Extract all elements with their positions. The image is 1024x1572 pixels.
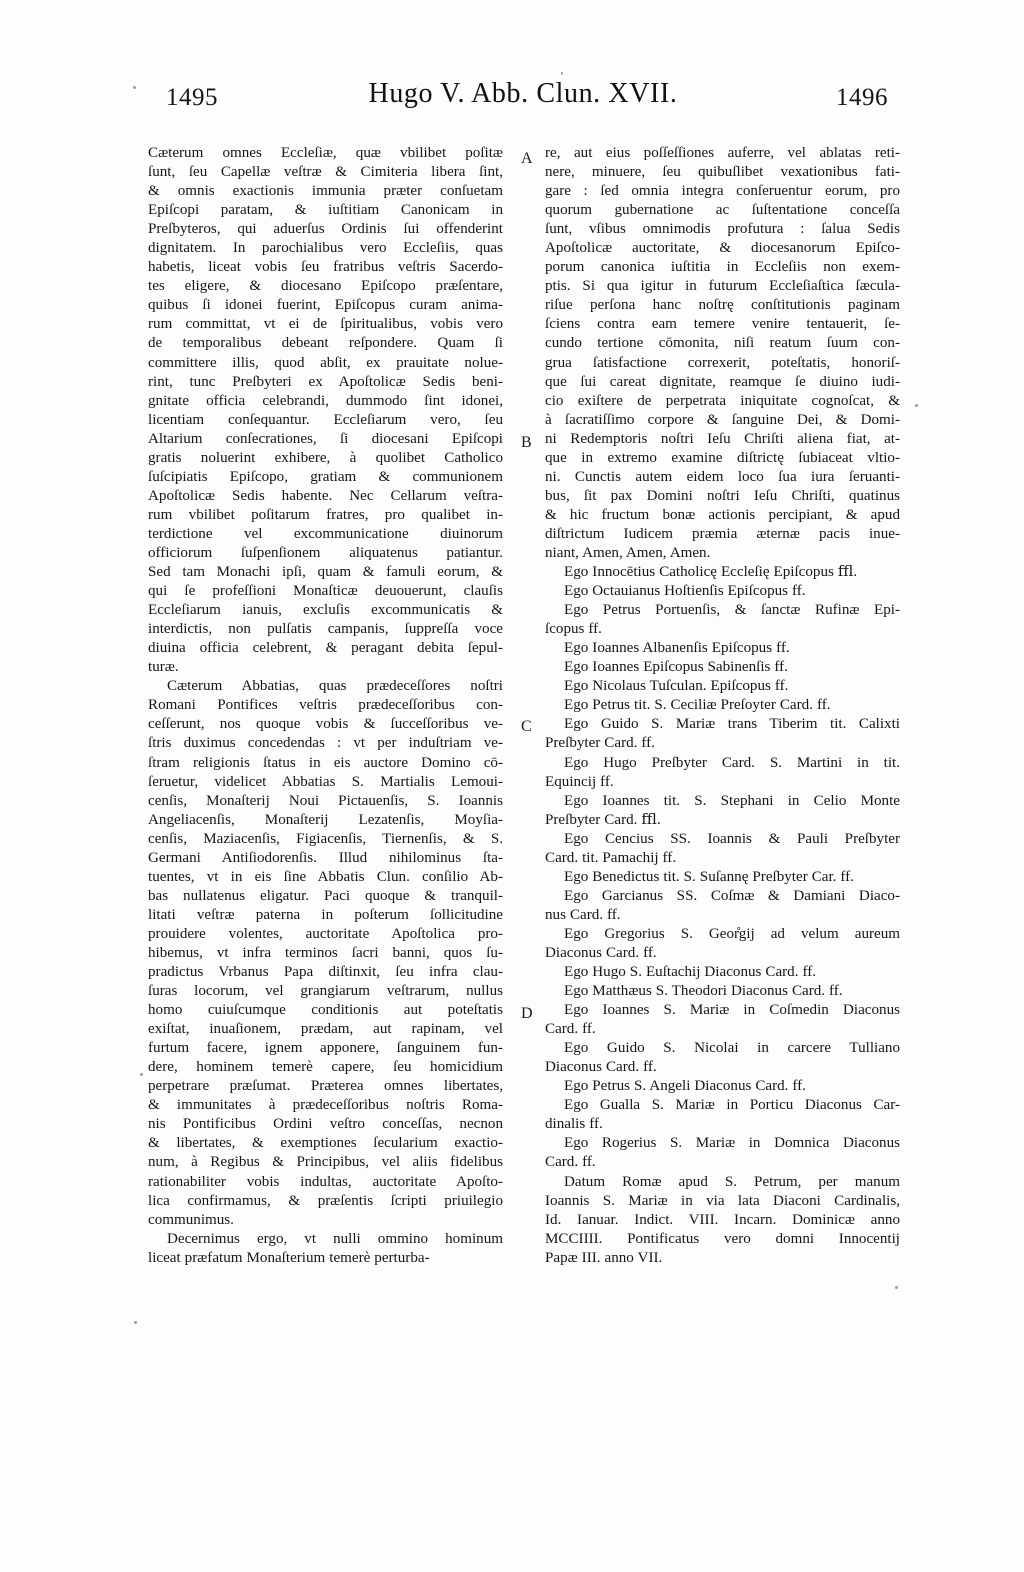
signature-line: Diaconus Card. ff. [545,944,657,961]
text-line: re, aut eius poſſeſſiones auferre, vel ablatas reti- [545,145,900,161]
signature-petrus-portuensis [545,601,900,639]
text-line: Altarium conſecrationes, ſi diocesani Epiſcopi [148,430,503,447]
running-head [148,78,888,118]
signature-garcianus-cosmae-damiani [545,887,900,925]
signature-line: Ego Matthæus S. Theodori Diaconus Card. ff. [564,983,843,1000]
text-line: Ioannis S. Mariæ in via lata Diaconi Cardinalis, [545,1192,900,1209]
text-line: ſtram religionis ſtatus in eis auctore Domino cō- [148,754,503,771]
text-line: Epiſcopi paratam, & iuſtitiam Canonicam in [148,202,503,219]
text-line: Papæ III. anno VII. [545,1249,663,1266]
text-line: cio exiſtere de perpetrata iniquitate cognoſcat, & [545,392,900,409]
text-line: ſuſcipiatis Epiſcopo, gratiam & communionem [148,468,503,485]
text-line: prouidere volentes, auctoritate Apoſtolica pro- [148,925,503,942]
signature-line: Ego Innocētius Catholicę Eccleſię Epiſcopus ﬄ. [564,564,858,581]
text-line: ſtris duximus concedendas : vt per induſtriam ve- [148,735,503,752]
text-line: lica confirmamus, & præſentis ſcripti priuilegio [148,1192,503,1209]
text-line: liceat præfatum Monaſterium temerè perturba- [148,1249,430,1266]
scan-speckle [140,1073,143,1076]
text-line: furtum facere, ignem apponere, ſanguinem fun- [148,1040,503,1057]
signature-line: Ego Rogerius S. Mariæ in Domnica Diaconus [564,1135,900,1152]
text-column-left [148,144,503,1268]
text-line: & libertates, & exemptiones ſecularium exactio- [148,1135,503,1152]
text-line: à ſacratiſſimo corpore & ſanguine Dei, & Domi- [545,411,900,428]
scan-speckle [133,86,136,89]
signature-nicolaus-tusculan [545,677,900,696]
signature-line: dinalis ff. [545,1116,603,1133]
text-line: & immunitates à prædeceſſoribus noſtris Roma- [148,1097,503,1114]
text-line: officiorum ſuſpenſionem aliquatenus patiantur. [148,544,503,561]
text-line: perpetrare præſumat. Præterea omnes libertates, [148,1078,503,1095]
text-line: ni. Cunctis autem eidem loco ſua iura ſeruanti- [545,468,900,485]
signature-line: Ego Ioannes S. Mariæ in Coſmedin Diaconus [564,1002,900,1019]
text-line: litati veſtræ paterna in poſterum ſollicitudine [148,906,503,923]
text-line: ceſſerunt, nos quoque vobis & ſucceſſoribus ve- [148,716,503,733]
paragraph-decernimus-ergo [148,1230,503,1268]
text-line: Germani Antiſiodorenſis. Illud nihilominus ſta- [148,849,503,866]
signature-line: nus Card. ff. [545,906,621,923]
margin-letter-a: A [521,150,533,167]
signature-guido-nicolai [545,1039,900,1077]
text-line: diſtrictum Iudicem præmia æternæ pacis inue- [545,525,900,542]
signature-gualla-porticu [545,1096,900,1134]
text-line: rint, tunc Preſbyteri ex Apoſtolicæ Sedis beni- [148,373,503,390]
text-line: ſunt, vſibus omnimodis profutura : ſalua Sedis [545,221,900,238]
paragraph-re-aut-eius [545,144,900,563]
margin-letter-b: B [521,434,532,451]
text-line: Sed tam Monachi ipſi, quam & famuli eorum, & [148,564,503,581]
text-line: Cæterum omnes Eccleſiæ, quæ vbilibet poſitæ [148,145,503,161]
signature-line: Ego Nicolaus Tuſculan. Epiſcopus ff. [564,678,789,695]
paragraph-caeterum-omnes [148,144,503,677]
margin-letter-d: D [521,1005,533,1022]
signature-line: Ego Ioannes tit. S. Stephani in Celio Monte [564,792,900,809]
text-line: rum committat, vt ei de ſpiritualibus, vobis vero [148,316,503,333]
signature-line: Ego Octauianus Hoſtienſis Epiſcopus ff. [564,583,806,600]
text-line: Apoſtolicæ Sedis habente. Nec Cellarum veſtra- [148,487,503,504]
folio-number-left: 1495 [166,84,218,111]
signature-petrus-angeli [545,1077,900,1096]
signature-innocentius [545,563,900,582]
signature-line: Diaconus Card. ff. [545,1059,657,1076]
text-line: tuentes, vt in eis ſine Abbatis Clun. conſilio Ab- [148,868,503,885]
signature-hugo-martini [545,754,900,792]
text-line: diuina officia celebrent, & peragant debita ſepul- [148,640,503,657]
text-line: nere, minuere, ſeu quibuſlibet vexationibus fati- [545,164,900,181]
signature-line: Card. tit. Pamachij ff. [545,849,677,866]
text-line: rum vbilibet poſitarum fratres, pro qualibet in- [148,506,503,523]
text-line: ſciens contra eam temere venire tentauerit, ſe- [545,316,900,333]
text-column-right [545,144,900,1268]
text-line: cundo tertione cōmonita, niſi reatum ſuum con- [545,335,900,352]
folio-number-right: 1496 [836,84,888,111]
scan-speckle [134,1321,137,1324]
text-line: Id. Ianuar. Indict. VIII. Incarn. Dominicæ anno [545,1211,900,1228]
signature-octauianus [545,582,900,601]
text-line: exiſtat, inuaſionem, prædam, aut rapinam, vel [148,1021,503,1038]
signature-hugo-eustachij [545,963,900,982]
text-line: grua ſatisfactione correxerit, poteſtatis, honoriſ- [545,354,900,371]
signature-line: Preſbyter Card. ﬄ. [545,811,661,828]
signature-ioannes-albanensis [545,639,900,658]
text-line: & omnis exactionis immunia præter conſuetam [148,183,503,200]
signature-line: Ego Ioannes Albanenſis Epiſcopus ff. [564,640,790,657]
text-line: porum canonica iuſtitia in Eccleſiis non exem- [545,259,900,276]
text-line: niant, Amen, Amen, Amen. [545,544,711,561]
text-line: ptis. Si qua igitur in futurum Eccleſiaſtica ſæcula- [545,278,900,295]
text-line: dere, hominem temerè capere, ſeu homicidium [148,1059,503,1076]
text-line: & hic fructum bonæ actionis percipiant, & apud [545,506,900,523]
signature-line: Ego Gregorius S. Geor̊gij ad velum aureum [564,925,900,942]
signature-ioannes-sabinensis [545,658,900,677]
text-line: ſeruetur, videlicet Abbatias S. Martialis Lemoui- [148,773,503,790]
text-line: Datum Romæ apud S. Petrum, per manum [564,1173,900,1190]
text-line: terdictione vel excommunicatione diuinorum [148,525,503,542]
signature-line: ſcopus ff. [545,621,602,638]
scan-speckle [561,72,563,75]
scan-speckle [915,404,918,407]
text-line: interdictis, non pulſatis campanis, ſuppreſſa voce [148,621,503,638]
text-line: que in extremo examine diſtrictę ſubiaceat vltio- [545,449,900,466]
scan-speckle [895,1286,898,1289]
text-line: Decernimus ergo, vt nulli ommino hominum [167,1230,503,1247]
signature-matthaeus-theodori [545,982,900,1001]
signature-line: Ego Guido S. Nicolai in carcere Tulliano [564,1040,900,1057]
signature-ioannes-stephani [545,792,900,830]
text-line: habetis, liceat vobis ſeu fratribus veſtris Sacerdo- [148,259,503,276]
text-line: cenſis, Maziacenſis, Figiacenſis, Tiernenſis, & S. [148,830,503,847]
signature-guido-maria-trans-tiberim [545,715,900,753]
text-line: riſue perſona hanc noſtrę conſtitutionis paginam [545,297,900,314]
signature-rogerius-domnica [545,1134,900,1172]
text-line: num, à Regibus & Principibus, vel aliis fidelibus [148,1154,503,1171]
signature-line: Ego Ioannes Epiſcopus Sabinenſis ff. [564,659,788,676]
text-line: que ſui careat dignitate, reamque ſe diuino iudi- [545,373,900,390]
text-line: quibus ſi idonei fuerint, Epiſcopus curam anima- [148,297,503,314]
text-line: Romani Pontifices veſtris prædeceſſoribus con- [148,697,503,714]
text-line: tes eligere, & diocesano Epiſcopo præſentare, [148,278,503,295]
text-line: Preſbyteros, qui aduerſus Ordinis ſui offenderint [148,221,503,238]
text-line: de temporalibus debeant reſpondere. Quam ſi [148,335,503,352]
signature-line: Ego Cencius SS. Ioannis & Pauli Preſbyter [564,830,900,847]
page-title: Hugo V. Abb. Clun. XVII. [368,78,678,109]
signature-ioannes-cosmedin [545,1001,900,1039]
text-line: Angeliacenſis, Monaſterij Lezatenſis, Moyſia- [148,811,503,828]
text-line: communimus. [148,1211,234,1228]
text-line: Apoſtolicæ auctoritate, & diocesanorum Epiſco- [545,240,900,257]
text-line: committere illis, quod abſit, ex prauitate nolue- [148,354,503,371]
paragraph-datum-romae [545,1173,900,1268]
signature-line: Card. ff. [545,1021,596,1038]
signature-line: Ego Guido S. Mariæ trans Tiberim tit. Calixti [564,716,900,733]
signature-line: Ego Benedictus tit. S. Suſannę Preſbyter Car. ff. [564,868,854,885]
text-line: Eccleſiarum ianuis, excluſis excommunicatis & [148,602,503,619]
text-line: dignitatem. In parochialibus vero Eccleſiis, quas [148,240,503,257]
signature-line: Ego Petrus tit. S. Ceciliæ Preſoyter Card. ff. [564,697,831,714]
text-line: turæ. [148,659,179,676]
text-line: ni Redemptoris noſtri Ieſu Chriſti aliena fiat, at- [545,430,900,447]
signature-line: Ego Petrus S. Angeli Diaconus Card. ff. [564,1078,806,1095]
text-line: nis Pontificibus Ordini veſtro conceſſas, necnon [148,1116,503,1133]
text-line: MCCIIII. Pontificatus vero domni Innocentij [545,1230,900,1247]
signature-line: Ego Gualla S. Mariæ in Porticu Diaconus Car- [564,1097,900,1114]
signature-gregorius-georgij [545,925,900,963]
text-line: homo cuiuſcumque conditionis aut poteſtatis [148,1002,503,1019]
text-line: ſunt, ſeu Capellæ veſtræ & Cimiteria libera ſint, [148,164,503,181]
signature-line: Ego Petrus Portuenſis, & ſanctæ Rufinæ Epi- [564,602,900,619]
text-line: gnitate officia celebrandi, dummodo ſint idonei, [148,392,503,409]
paragraph-caeterum-abbatias [148,677,503,1229]
margin-letter-c: C [521,718,532,735]
text-line: pradictus Vrbanus Papa diſtinxit, ſeu infra clau- [148,964,503,981]
text-line: qui ſe profeſſioni Monaſticæ deuouerunt, clauſis [148,583,503,600]
signature-line: Equincij ff. [545,773,614,790]
text-line: ſuras locorum, vel grangiarum veſtrarum, nullus [148,983,503,1000]
text-line: gratis noluerint exhibere, à quolibet Catholico [148,449,503,466]
text-line: Cæterum Abbatias, quas prædeceſſores noſtri [167,678,503,695]
text-line: quorum gubernatione ac ſuſtentatione conceſſa [545,202,900,219]
signature-line: Card. ff. [545,1154,596,1171]
signature-line: Ego Hugo S. Euſtachij Diaconus Card. ff. [564,964,817,981]
text-line: bas nullatenus eligatur. Paci quoque & tranquil- [148,887,503,904]
text-line: licentiam conſequantur. Eccleſiarum vero, ſeu [148,411,503,428]
signature-line: Ego Hugo Preſbyter Card. S. Martini in tit. [564,754,900,771]
text-line: hibemus, vt infra terminos ſacri banni, quos ſu- [148,944,503,961]
signature-cencius-ioannis-pauli [545,830,900,868]
signature-line: Preſbyter Card. ff. [545,735,655,752]
signature-benedictus-susanna [545,868,900,887]
signature-line: Ego Garcianus SS. Coſmæ & Damiani Diaco- [564,887,900,904]
text-line: gare : ſed omnia integra conſeruentur eorum, pro [545,183,900,200]
text-line: cenſis, Monaſterij Noui Pictauenſis, S. Ioannis [148,792,503,809]
text-line: bus, ſit pax Domini noſtri Ieſu Chriſti, quatinus [545,487,900,504]
text-line: rationabiliter vobis indultas, auctoritate Apoſto- [148,1173,503,1190]
signature-petrus-cecilia [545,696,900,715]
